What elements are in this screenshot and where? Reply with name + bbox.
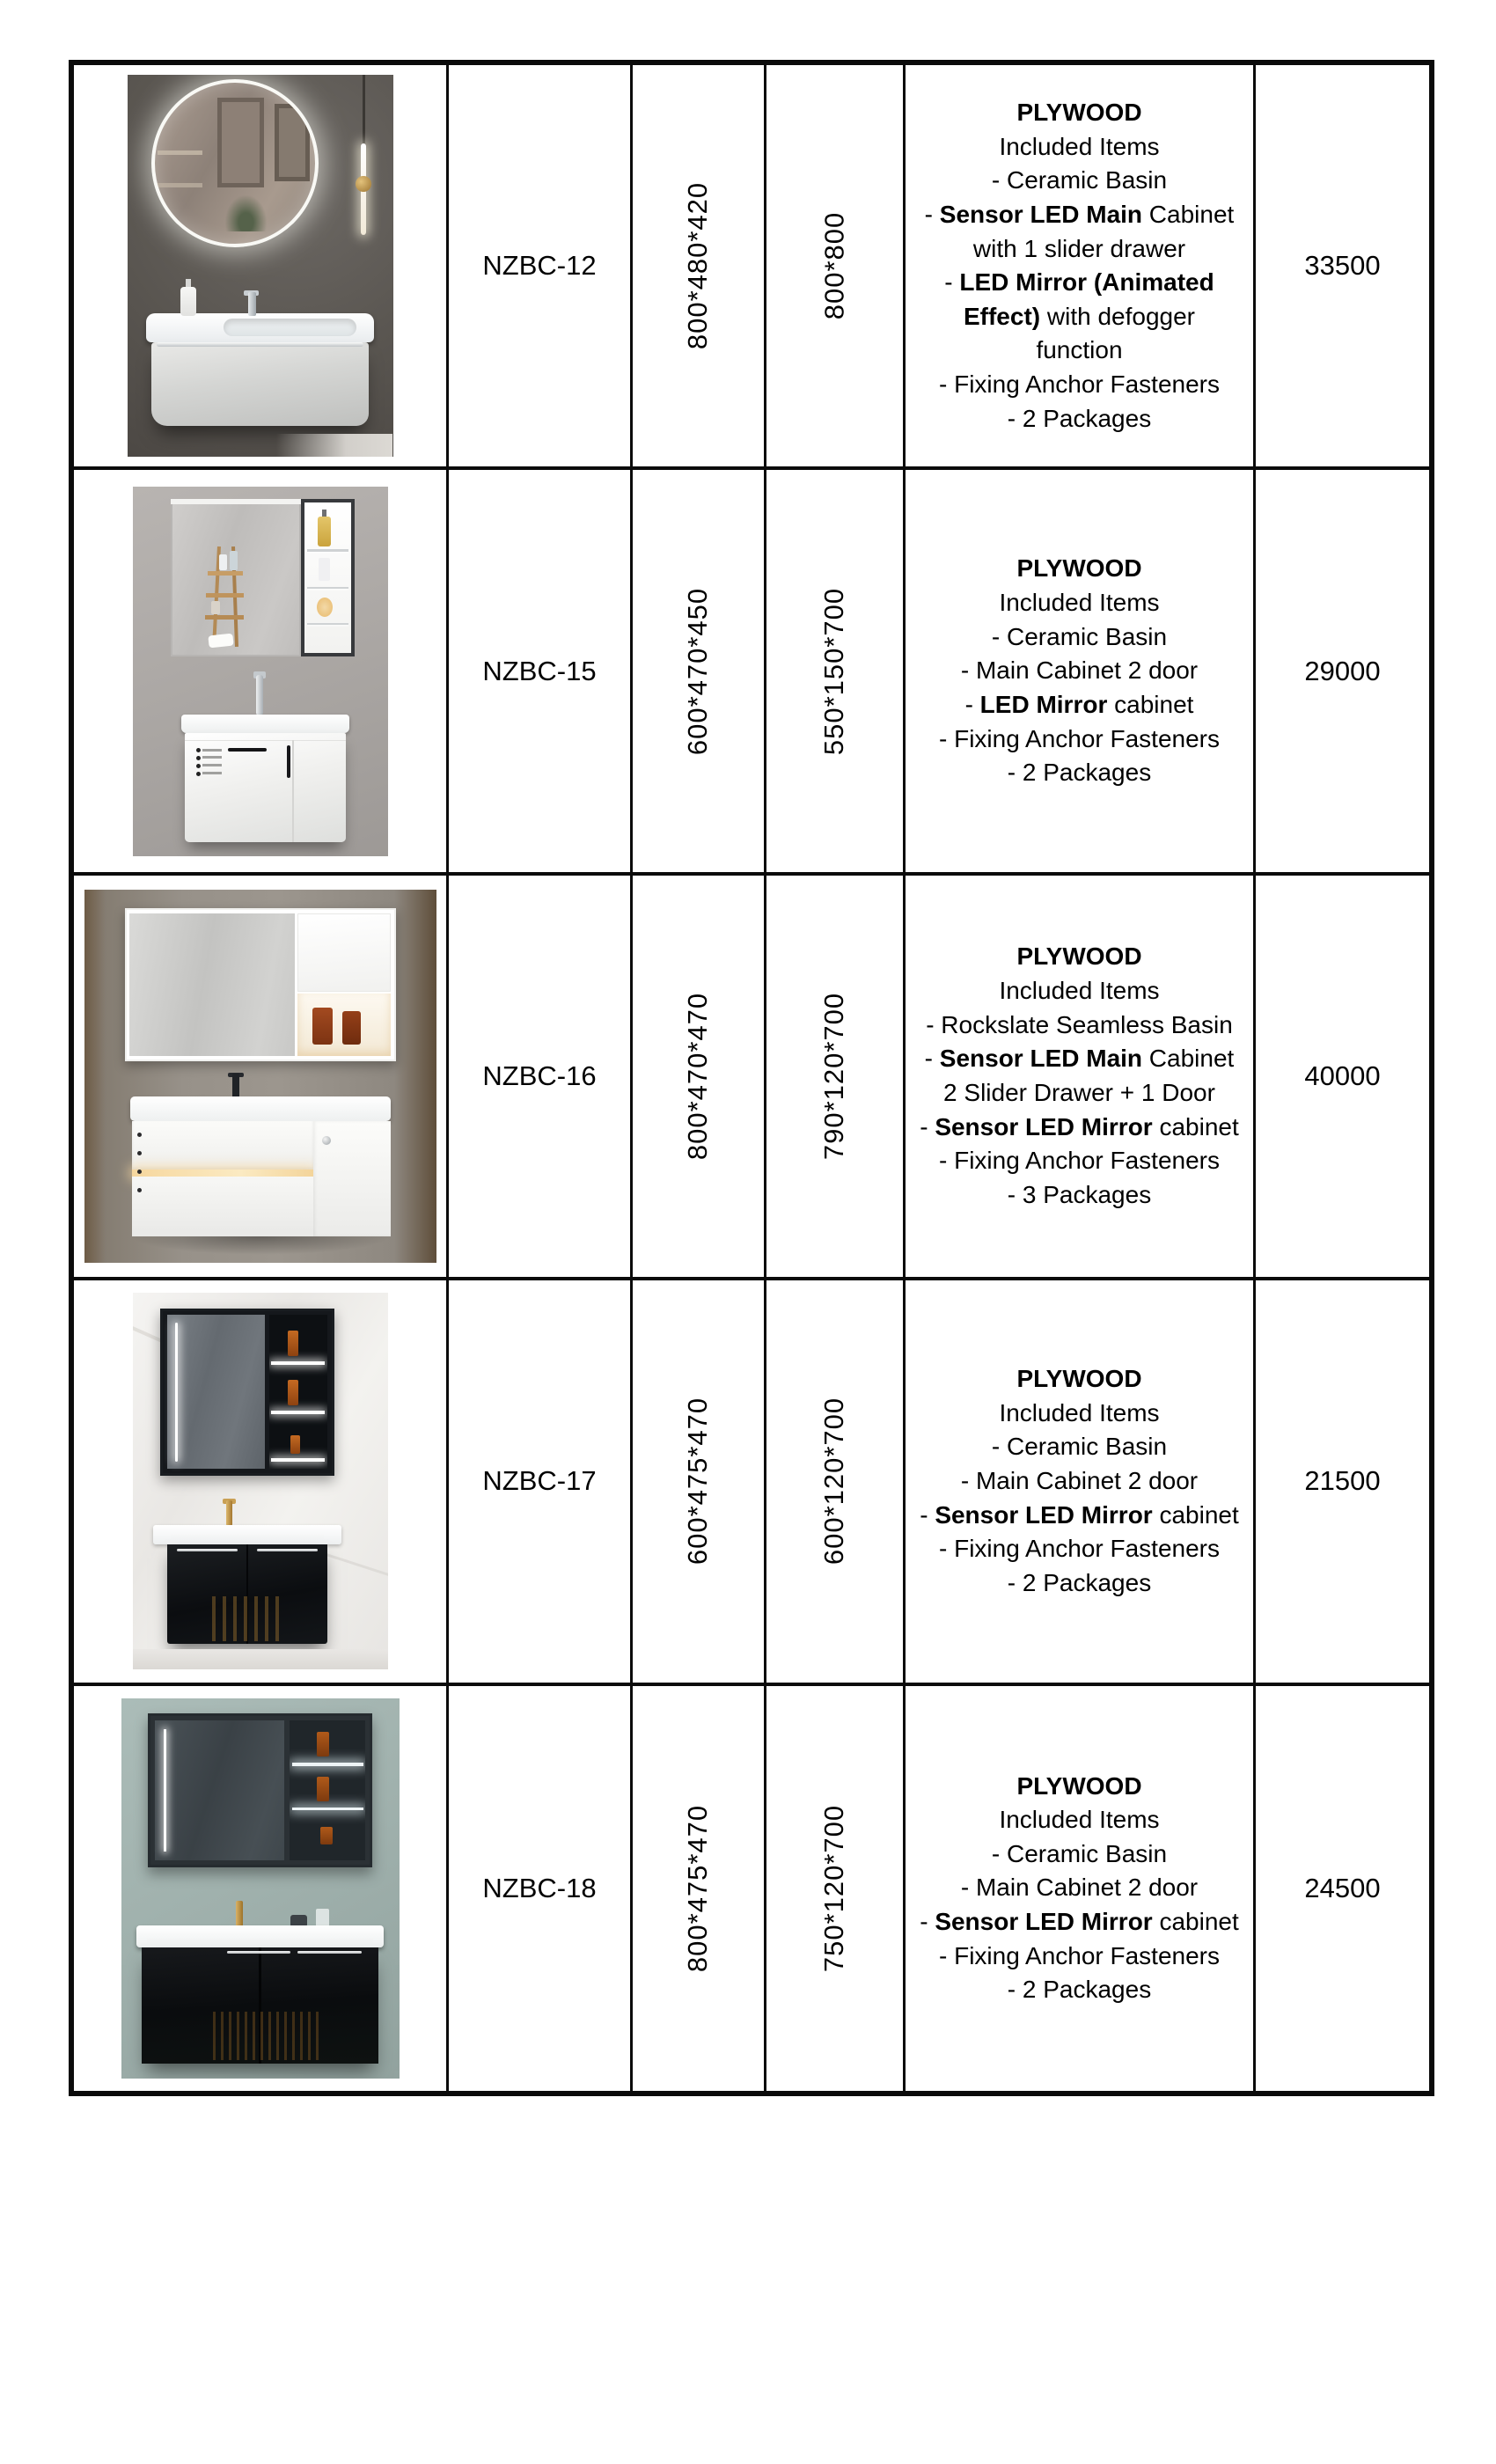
table-row xyxy=(74,1686,1429,2091)
description-line: Included Items xyxy=(999,132,1160,160)
door-handle xyxy=(287,745,290,778)
slider-drawer xyxy=(132,1177,313,1236)
model-cell xyxy=(449,1280,633,1682)
floor xyxy=(133,1649,388,1670)
lit-shelf xyxy=(292,1808,363,1811)
bottle-icon xyxy=(320,1827,333,1845)
bottle-icon xyxy=(290,1435,301,1454)
door-handle xyxy=(228,748,267,752)
price-value: 33500 xyxy=(1304,250,1381,282)
description-line: PLYWOOD xyxy=(1016,554,1142,583)
description-line: - Fixing Anchor Fasteners xyxy=(938,1535,1221,1563)
feature-icon xyxy=(137,1133,142,1137)
reflected-shelf xyxy=(158,183,202,187)
description-cell xyxy=(906,876,1256,1277)
price-cell xyxy=(1256,876,1429,1277)
price-value: 24500 xyxy=(1304,1872,1381,1903)
shelf-plank xyxy=(206,593,244,598)
description-line: - 2 Packages xyxy=(1007,759,1152,787)
price-value: 40000 xyxy=(1304,1060,1381,1091)
description-line: - Sensor LED Main Cabinet 2 Slider Drawer + 1 Door xyxy=(924,1045,1235,1106)
bottle-icon xyxy=(312,1008,333,1045)
faucet xyxy=(226,1500,233,1526)
description-line: - Fixing Anchor Fasteners xyxy=(938,1147,1221,1175)
cabinet-dimensions: 600*475*470 xyxy=(682,1397,714,1566)
description-line: - Main Cabinet 2 door xyxy=(960,1874,1199,1902)
picture-frame xyxy=(275,104,310,181)
mirror-size-cell xyxy=(766,876,906,1277)
description-line: - LED Mirror cabinet xyxy=(964,690,1194,718)
product-photo xyxy=(133,487,388,856)
mirror-dimensions: 600*120*700 xyxy=(818,1397,850,1566)
product-table xyxy=(69,60,1434,2096)
product-image-cell xyxy=(74,470,449,871)
product-photo xyxy=(84,890,436,1263)
mirror-dimensions: 790*120*700 xyxy=(818,992,850,1161)
model-code: NZBC-16 xyxy=(482,1060,597,1091)
rockslate-basin xyxy=(130,1096,391,1121)
ceramic-basin xyxy=(146,313,375,342)
description-line: PLYWOOD xyxy=(1016,1365,1142,1393)
mirror-panel xyxy=(171,499,301,656)
towel xyxy=(208,633,233,648)
door-seam xyxy=(292,740,294,842)
product-image-cell xyxy=(74,1280,449,1682)
feature-icon xyxy=(196,764,201,768)
description-line: - Sensor LED Main Cabinet with 1 slider drawer xyxy=(924,200,1235,262)
product-image-cell xyxy=(74,1686,449,2091)
feature-label xyxy=(202,772,222,774)
bottle-icon xyxy=(342,1011,361,1045)
lit-shelf xyxy=(271,1361,325,1365)
cabinet-dimensions: 600*470*450 xyxy=(682,587,714,755)
description-line: Included Items xyxy=(999,977,1160,1005)
led-light-strip xyxy=(164,1729,166,1852)
glass-shelf-column xyxy=(301,499,355,656)
description-line: - LED Mirror (Animated Effect) with defogger function xyxy=(944,268,1214,364)
door-handle xyxy=(177,1549,238,1551)
faucet xyxy=(232,1074,240,1098)
lit-shelf xyxy=(292,1763,363,1766)
jar-icon xyxy=(211,601,220,613)
gold-reflection xyxy=(213,2012,319,2060)
open-shelf-column xyxy=(290,1720,365,1860)
description-line: - Rockslate Seamless Basin xyxy=(926,1010,1233,1038)
model-cell xyxy=(449,65,633,466)
mirror-size-cell xyxy=(766,1280,906,1682)
glass-shelf xyxy=(307,623,348,626)
table-row xyxy=(74,1280,1429,1685)
bottle-icon xyxy=(319,558,330,581)
mirror-cabinet xyxy=(160,1309,334,1476)
mirror-dimensions: 550*150*700 xyxy=(818,587,850,755)
product-photo xyxy=(121,1698,400,2079)
description-line: PLYWOOD xyxy=(1016,942,1142,971)
pendant-cord xyxy=(363,75,365,143)
round-led-mirror xyxy=(151,79,319,247)
reflected-shelf xyxy=(158,150,202,155)
led-top-strip xyxy=(171,499,301,503)
bottle-icon xyxy=(288,1331,298,1357)
lit-shelf xyxy=(271,1458,325,1462)
feature-label xyxy=(202,764,222,766)
bottle-icon xyxy=(317,1777,329,1802)
product-photo xyxy=(128,75,393,457)
feature-icon xyxy=(196,748,201,752)
cabinet-size-cell xyxy=(633,876,766,1277)
round-soap xyxy=(317,598,333,617)
product-description xyxy=(906,96,1253,436)
product-image-cell xyxy=(74,876,449,1277)
description-line: - 3 Packages xyxy=(1007,1180,1152,1208)
price-value: 21500 xyxy=(1304,1465,1381,1497)
model-code: NZBC-17 xyxy=(482,1465,597,1497)
product-description xyxy=(906,940,1253,1212)
vanity-cabinet xyxy=(142,1947,378,2064)
description-cell xyxy=(906,65,1256,466)
description-line: - 2 Packages xyxy=(1007,1568,1152,1596)
description-line: Included Items xyxy=(999,1398,1160,1426)
mirror-cabinet xyxy=(125,908,396,1061)
product-description xyxy=(906,1770,1253,2007)
feature-icon xyxy=(137,1170,142,1174)
cabinet-handle xyxy=(157,342,363,347)
glass-cup xyxy=(316,1909,330,1927)
description-cell xyxy=(906,1280,1256,1682)
feature-icon xyxy=(137,1151,142,1155)
mirror-size-cell xyxy=(766,1686,906,2091)
model-code: NZBC-15 xyxy=(482,655,597,686)
description-line: - Ceramic Basin xyxy=(991,1839,1168,1867)
open-shelf-column xyxy=(269,1315,327,1469)
cabinet-size-cell xyxy=(633,1280,766,1682)
faucet xyxy=(248,292,255,316)
description-line: - Sensor LED Mirror cabinet xyxy=(920,1908,1239,1936)
description-line: - Sensor LED Mirror cabinet xyxy=(920,1500,1239,1529)
feature-label xyxy=(202,756,222,759)
table-row xyxy=(74,65,1429,470)
mirror-panel xyxy=(129,913,295,1055)
lit-shelf xyxy=(271,1411,325,1414)
vanity-cabinet xyxy=(185,733,346,842)
cabinet-size-cell xyxy=(633,1686,766,2091)
description-line: - 2 Packages xyxy=(1007,1976,1152,2004)
feature-icon xyxy=(196,772,201,776)
mirror-cabinet xyxy=(148,1713,373,1867)
bottle-icon xyxy=(230,551,238,569)
model-cell xyxy=(449,470,633,871)
door-handle xyxy=(257,1549,318,1551)
product-description xyxy=(906,1362,1253,1600)
description-cell xyxy=(906,1686,1256,2091)
mirror-size-cell xyxy=(766,65,906,466)
table-row xyxy=(74,876,1429,1280)
picture-frame xyxy=(217,98,264,187)
ceramic-basin xyxy=(181,715,349,733)
description-line: - Fixing Anchor Fasteners xyxy=(938,724,1221,752)
feature-icon xyxy=(196,756,201,760)
bottle-icon xyxy=(288,1380,298,1406)
plant-reflection xyxy=(225,195,267,231)
description-line: Included Items xyxy=(999,589,1160,617)
door-handle xyxy=(297,1951,362,1954)
door-handle xyxy=(227,1951,291,1954)
cabinet-door xyxy=(297,913,391,991)
description-line: - Sensor LED Mirror cabinet xyxy=(920,1112,1239,1140)
description-line: - Ceramic Basin xyxy=(991,166,1168,194)
model-code: NZBC-12 xyxy=(482,250,597,282)
mirror-cabinet xyxy=(171,499,355,656)
glass-shelf xyxy=(307,587,348,590)
description-line: - Fixing Anchor Fasteners xyxy=(938,1941,1221,1969)
ceramic-basin xyxy=(153,1525,342,1544)
mirror-size-cell xyxy=(766,470,906,871)
model-code: NZBC-18 xyxy=(482,1872,597,1903)
vanity-cabinet xyxy=(151,342,370,426)
price-cell xyxy=(1256,470,1429,871)
description-line: - Main Cabinet 2 door xyxy=(960,656,1199,685)
sink-recess xyxy=(224,319,356,336)
cabinet-size-cell xyxy=(633,65,766,466)
feature-label xyxy=(202,749,222,752)
panel-seam xyxy=(185,740,346,741)
description-line: PLYWOOD xyxy=(1016,1771,1142,1800)
mirror-dimensions: 800*800 xyxy=(818,211,850,320)
shelf-plank xyxy=(208,571,243,576)
mirror-panel xyxy=(155,1720,284,1860)
soap-bottle xyxy=(180,287,196,315)
product-photo xyxy=(133,1293,388,1669)
model-cell xyxy=(449,1686,633,2091)
price-cell xyxy=(1256,1280,1429,1682)
open-shelf xyxy=(297,994,391,1055)
cast-shadow xyxy=(130,1236,391,1255)
cabinet-dimensions: 800*480*420 xyxy=(682,182,714,350)
product-image-cell xyxy=(74,65,449,466)
description-line: PLYWOOD xyxy=(1016,99,1142,127)
floor xyxy=(276,434,393,457)
gold-reflection xyxy=(212,1596,282,1641)
bottle-icon xyxy=(219,554,227,570)
product-description xyxy=(906,552,1253,789)
shelf-plank xyxy=(205,615,244,620)
price-value: 29000 xyxy=(1304,655,1381,686)
feature-icon xyxy=(137,1188,142,1192)
bottle-icon xyxy=(317,1732,329,1757)
vanity-cabinet xyxy=(167,1544,328,1644)
faucet xyxy=(236,1901,243,1926)
cabinet-dimensions: 800*470*470 xyxy=(682,992,714,1161)
slider-drawer xyxy=(132,1121,313,1170)
ceramic-basin xyxy=(136,1925,384,1947)
cabinet-size-cell xyxy=(633,470,766,871)
description-line: - 2 Packages xyxy=(1007,404,1152,432)
led-light-strip xyxy=(175,1323,178,1462)
table-row xyxy=(74,470,1429,875)
mirror-dimensions: 750*120*700 xyxy=(818,1804,850,1972)
description-line: - Ceramic Basin xyxy=(991,1433,1168,1461)
glass-shelf xyxy=(307,549,348,552)
faucet xyxy=(256,675,263,715)
model-cell xyxy=(449,876,633,1277)
mirror-panel xyxy=(167,1315,265,1469)
bottle-icon xyxy=(318,517,331,546)
led-light-strip xyxy=(132,1170,313,1177)
description-line: Included Items xyxy=(999,1806,1160,1834)
pendant-gold-bracket xyxy=(356,176,371,192)
description-cell xyxy=(906,470,1256,871)
description-line: - Main Cabinet 2 door xyxy=(960,1467,1199,1495)
description-line: - Fixing Anchor Fasteners xyxy=(938,370,1221,399)
price-cell xyxy=(1256,1686,1429,2091)
cabinet-dimensions: 800*475*470 xyxy=(682,1804,714,1972)
price-cell xyxy=(1256,65,1429,466)
description-line: - Ceramic Basin xyxy=(991,622,1168,650)
